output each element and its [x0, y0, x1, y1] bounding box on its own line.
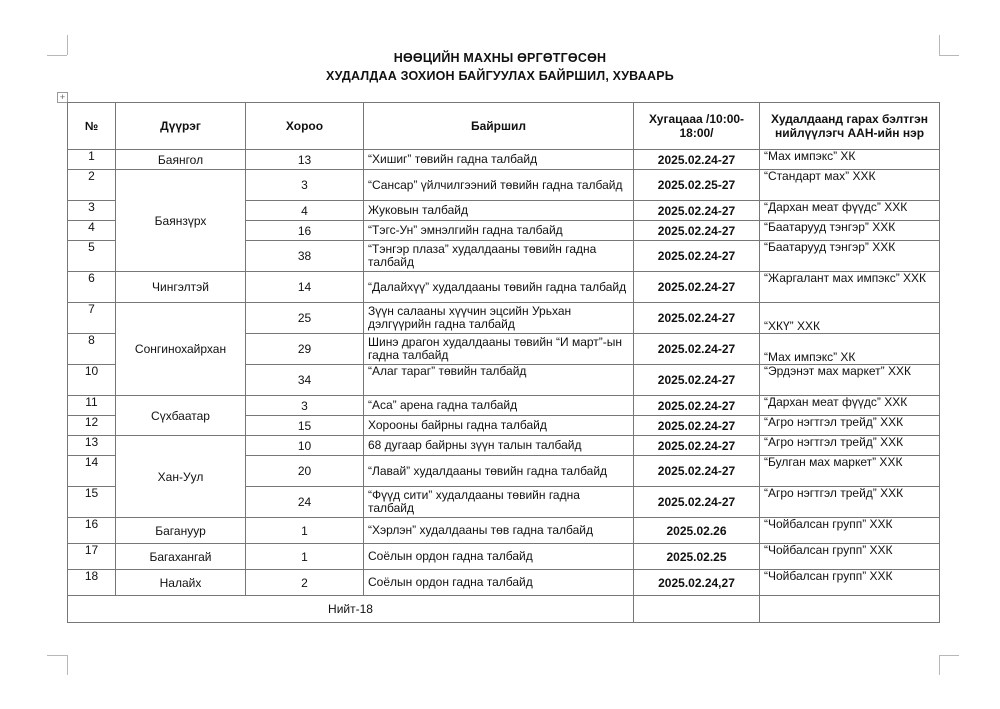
date-cell: 2025.02.24-27 — [634, 334, 760, 365]
company-cell: “Баатарууд тэнгэр” ХХК — [760, 221, 940, 241]
table-row — [68, 150, 940, 170]
khoroo-cell: 29 — [246, 334, 364, 365]
company-cell: “Агро нэгтгэл трейд” ХХК — [760, 416, 940, 436]
location-cell: “Сансар” үйлчилгээний төвийн гадна талбайд — [364, 170, 634, 201]
date-cell: 2025.02.24-27 — [634, 241, 760, 272]
location-cell: Жуковын талбайд — [364, 201, 634, 221]
row-number: 3 — [68, 201, 116, 221]
crop-mark — [67, 655, 68, 675]
date-cell: 2025.02.24-27 — [634, 303, 760, 334]
location-cell: “Аса” арена гадна талбайд — [364, 396, 634, 416]
date-cell: 2025.02.24-27 — [634, 416, 760, 436]
crop-mark — [939, 655, 959, 656]
khoroo-cell: 4 — [246, 201, 364, 221]
schedule-table — [67, 102, 940, 623]
location-cell: Соёлын ордон гадна талбайд — [364, 544, 634, 570]
date-cell: 2025.02.26 — [634, 518, 760, 544]
table-row — [68, 518, 940, 544]
khoroo-cell: 20 — [246, 456, 364, 487]
company-cell: “ХКҮ” ХХК — [760, 303, 940, 334]
district-cell: Баянгол — [116, 150, 246, 170]
table-header-row — [68, 103, 940, 150]
location-cell: Зүүн салааны хүүчин эцсийн Урьхан дэлгүүрийн гадна талбайд — [364, 303, 634, 334]
header-num: № — [68, 103, 116, 150]
district-cell: Налайх — [116, 570, 246, 596]
row-number: 15 — [68, 487, 116, 518]
khoroo-cell: 3 — [246, 170, 364, 201]
district-cell: Сүхбаатар — [116, 396, 246, 436]
date-cell: 2025.02.25-27 — [634, 170, 760, 201]
doc-title-line2: ХУДАЛДАА ЗОХИОН БАЙГУУЛАХ БАЙРШИЛ, ХУВААРЬ — [326, 69, 674, 83]
date-cell: 2025.02.25 — [634, 544, 760, 570]
district-cell: Багахангай — [116, 544, 246, 570]
location-cell: “Далайхүү” худалдааны төвийн гадна талбайд — [364, 272, 634, 303]
row-number: 13 — [68, 436, 116, 456]
khoroo-cell: 1 — [246, 544, 364, 570]
company-cell: “Дархан меат фүүдс” ХХК — [760, 396, 940, 416]
district-cell: Багануур — [116, 518, 246, 544]
table-row — [68, 272, 940, 303]
company-cell: “Агро нэгтгэл трейд” ХХК — [760, 436, 940, 456]
header-period: Хугацааа /10:00-18:00/ — [634, 103, 760, 150]
khoroo-cell: 13 — [246, 150, 364, 170]
date-cell: 2025.02.24-27 — [634, 396, 760, 416]
row-number: 2 — [68, 170, 116, 201]
date-cell: 2025.02.24-27 — [634, 201, 760, 221]
row-number: 18 — [68, 570, 116, 596]
location-cell: Шинэ драгон худалдааны төвийн “И март”-ын гадна талбайд — [364, 334, 634, 365]
location-cell: 68 дугаар байрны зүүн талын талбайд — [364, 436, 634, 456]
table-row — [68, 570, 940, 596]
district-cell: Чингэлтэй — [116, 272, 246, 303]
table-row — [68, 544, 940, 570]
header-location: Байршил — [364, 103, 634, 150]
empty-cell — [760, 596, 940, 623]
row-number: 4 — [68, 221, 116, 241]
date-cell: 2025.02.24-27 — [634, 272, 760, 303]
row-number: 1 — [68, 150, 116, 170]
location-cell: “Тэнгэр плаза” худалдааны төвийн гадна талбайд — [364, 241, 634, 272]
district-cell: Баянзүрх — [116, 170, 246, 272]
company-cell: “Мах импэкс” ХК — [760, 150, 940, 170]
row-number: 5 — [68, 241, 116, 272]
location-cell: “Хэрлэн” худалдааны төв гадна талбайд — [364, 518, 634, 544]
empty-cell — [634, 596, 760, 623]
company-cell: “Эрдэнэт мах маркет” ХХК — [760, 365, 940, 396]
row-number: 16 — [68, 518, 116, 544]
row-number: 6 — [68, 272, 116, 303]
date-cell: 2025.02.24-27 — [634, 365, 760, 396]
row-number: 12 — [68, 416, 116, 436]
khoroo-cell: 25 — [246, 303, 364, 334]
khoroo-cell: 14 — [246, 272, 364, 303]
location-cell: Хорооны байрны гадна талбайд — [364, 416, 634, 436]
location-cell: “Фүүд сити” худалдааны төвийн гадна талбайд — [364, 487, 634, 518]
company-cell: “Булган мах маркет” ХХК — [760, 456, 940, 487]
location-cell: “Алаг тараг” төвийн талбайд — [364, 365, 634, 396]
company-cell: “Стандарт мах” ХХК — [760, 170, 940, 201]
header-khoroo: Хороо — [246, 103, 364, 150]
row-number: 10 — [68, 365, 116, 396]
row-number: 17 — [68, 544, 116, 570]
khoroo-cell: 2 — [246, 570, 364, 596]
date-cell: 2025.02.24-27 — [634, 456, 760, 487]
company-cell: “Жаргалант мах импэкс” ХХК — [760, 272, 940, 303]
company-cell: “Баатарууд тэнгэр” ХХК — [760, 241, 940, 272]
crop-mark — [47, 655, 67, 656]
khoroo-cell: 34 — [246, 365, 364, 396]
date-cell: 2025.02.24,27 — [634, 570, 760, 596]
company-cell: “Чойбалсан групп” ХХК — [760, 518, 940, 544]
row-number: 11 — [68, 396, 116, 416]
table-row — [68, 396, 940, 416]
khoroo-cell: 38 — [246, 241, 364, 272]
crop-mark — [939, 655, 940, 675]
company-cell: “Дархан меат фүүдс” ХХК — [760, 201, 940, 221]
date-cell: 2025.02.24-27 — [634, 436, 760, 456]
company-cell: “Агро нэгтгэл трейд” ХХК — [760, 487, 940, 518]
location-cell: “Лавай” худалдааны төвийн гадна талбайд — [364, 456, 634, 487]
company-cell: “Мах импэкс” ХК — [760, 334, 940, 365]
date-cell: 2025.02.24-27 — [634, 221, 760, 241]
company-cell: “Чойбалсан групп” ХХК — [760, 544, 940, 570]
header-company: Худалдаанд гарах бэлтгэн нийлүүлэгч ААН-ийн нэр — [760, 103, 940, 150]
total-cell: Нийт-18 — [68, 596, 634, 623]
doc-title-line1: НӨӨЦИЙН МАХНЫ ӨРГӨТГӨСӨН — [393, 51, 607, 65]
row-number: 8 — [68, 334, 116, 365]
khoroo-cell: 15 — [246, 416, 364, 436]
khoroo-cell: 24 — [246, 487, 364, 518]
khoroo-cell: 3 — [246, 396, 364, 416]
row-number: 14 — [68, 456, 116, 487]
table-row — [68, 303, 940, 334]
date-cell: 2025.02.24-27 — [634, 150, 760, 170]
row-number: 7 — [68, 303, 116, 334]
district-cell: Хан-Уул — [116, 436, 246, 518]
khoroo-cell: 10 — [246, 436, 364, 456]
district-cell: Сонгинохайрхан — [116, 303, 246, 396]
total-row — [68, 596, 940, 623]
table-row — [68, 436, 940, 456]
location-cell: “Хишиг” төвийн гадна талбайд — [364, 150, 634, 170]
khoroo-cell: 1 — [246, 518, 364, 544]
khoroo-cell: 16 — [246, 221, 364, 241]
table-row — [68, 170, 940, 201]
move-handle-icon[interactable]: + — [57, 92, 68, 103]
location-cell: “Тэгс-Ун” эмнэлгийн гадна талбайд — [364, 221, 634, 241]
header-district: Дүүрэг — [116, 103, 246, 150]
location-cell: Соёлын ордон гадна талбайд — [364, 570, 634, 596]
company-cell: “Чойбалсан групп” ХХК — [760, 570, 940, 596]
date-cell: 2025.02.24-27 — [634, 487, 760, 518]
